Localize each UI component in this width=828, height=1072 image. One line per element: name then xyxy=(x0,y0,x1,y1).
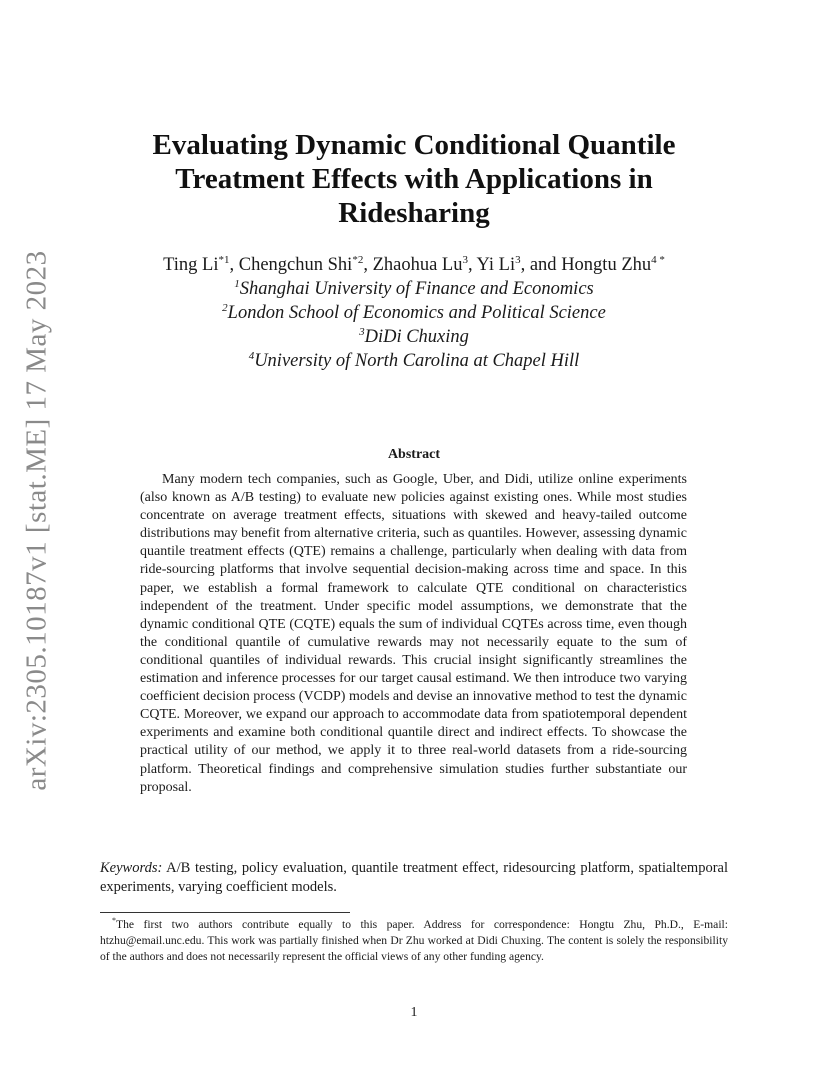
affiliation-3 xyxy=(80,325,748,349)
abstract-text: Many modern tech companies, such as Google, Uber, and Didi, utilize online experiments (also known as A/B testing) to evaluate new policies against existing ones. While most studies concentrate on average treatment effects, situations with skewed and heavy-tailed outcome distributions may benefit from alternative criteria, such as quantiles. However, assessing dynamic quantile treatment effects (QTE) remains a challenge, particularly when dealing with data from ride-sourcing platforms that involve sequential decision-making across time and space. In this paper, we establish a formal framework to calculate QTE conditional on characteristics independent of the treatment. Under specific model assumptions, we demonstrate that the dynamic conditional QTE (CQTE) equals the sum of individual CQTEs across time, even though the conditional quantile of cumulative rewards may not necessarily equate to the sum of conditional quantiles of individual rewards. This crucial insight significantly streamlines the estimation and inference processes for our target causal estimand. We then introduce two varying coefficient decision process (VCDP) models and devise an innovative method to test the dynamic CQTE. Moreover, we expand our approach to accommodate data from spatiotemporal dependent experiments and examine both conditional quantile direct and indirect effects. To showcase the practical utility of our method, we apply it to three real-world datasets from a ride-sourcing platform. Theoretical findings and comprehensive simulation studies further substantiate our proposal. xyxy=(140,472,687,795)
author-1: Ting Li xyxy=(163,255,219,275)
arxiv-stamp xyxy=(14,249,60,791)
footnote-rule xyxy=(100,912,350,913)
affiliation-1-sup: 1 xyxy=(234,277,240,290)
paper-title xyxy=(80,128,748,230)
author-block xyxy=(80,253,748,373)
author-list: Ting Li$^{*1}$, Chengchun Shi$^{*2}$, Zhaohua Lu$^3$, Yi Li$^3$, and Hongtu Zhu$^{4 *}$ xyxy=(163,253,665,275)
affiliation-2 xyxy=(80,301,748,325)
arxiv-stamp-text: arXiv:2305.10187v1 [stat.ME] 17 May 2023 xyxy=(20,249,53,791)
author-1-sup: *1 xyxy=(218,253,230,266)
affiliation-1-name: Shanghai University of Finance and Economics xyxy=(239,279,594,299)
author-3: Zhaohua Lu xyxy=(372,255,463,275)
affiliation-3-sup: 3 xyxy=(359,325,365,338)
affiliation-1 xyxy=(80,277,748,301)
keywords-label: Keywords: xyxy=(100,860,163,876)
author-2-sup: *2 xyxy=(352,253,364,266)
author-3-sup: 3 xyxy=(462,253,468,266)
author-5-sup: 4 * xyxy=(651,253,665,266)
footnote-marker: * xyxy=(112,916,116,926)
affiliation-3-name: DiDi Chuxing xyxy=(364,327,469,347)
affiliation-2-name: London School of Economics and Political Science xyxy=(227,303,606,323)
title-line-2: Treatment Effects with Applications in xyxy=(175,163,653,195)
affiliation-4 xyxy=(80,349,748,373)
author-5: Hongtu Zhu xyxy=(561,255,652,275)
page-number: 1 xyxy=(410,1005,418,1020)
author-5-prefix: and xyxy=(529,255,557,275)
author-4: Yi Li xyxy=(476,255,516,275)
abstract-heading: Abstract xyxy=(387,447,441,462)
title-line-1: Evaluating Dynamic Conditional Quantile xyxy=(152,129,676,161)
footnote-text: The first two authors contribute equally to this paper. Address for correspondence: Hongtu Zhu, Ph.D., E-mail: htzhu@email.unc.edu. This work was partially finished when Dr Zhu worked at Didi Chuxing. The content is solely the responsibility of the authors and does not necessarily represent the official views of any other funding agency. xyxy=(100,918,728,963)
keywords-text: A/B testing, policy evaluation, quantile treatment effect, ridesourcing platform, spatialtemporal experiments, varying coefficient models. xyxy=(100,860,728,895)
affiliation-2-sup: 2 xyxy=(222,301,228,314)
author-4-sup: 3 xyxy=(515,253,521,266)
affiliation-4-sup: 4 xyxy=(248,349,255,362)
keywords xyxy=(100,859,728,897)
author-2: Chengchun Shi xyxy=(238,255,353,275)
affiliation-4-name: University of North Carolina at Chapel Hill xyxy=(254,351,580,371)
footnote xyxy=(100,917,728,964)
title-line-3: Ridesharing xyxy=(338,197,490,229)
